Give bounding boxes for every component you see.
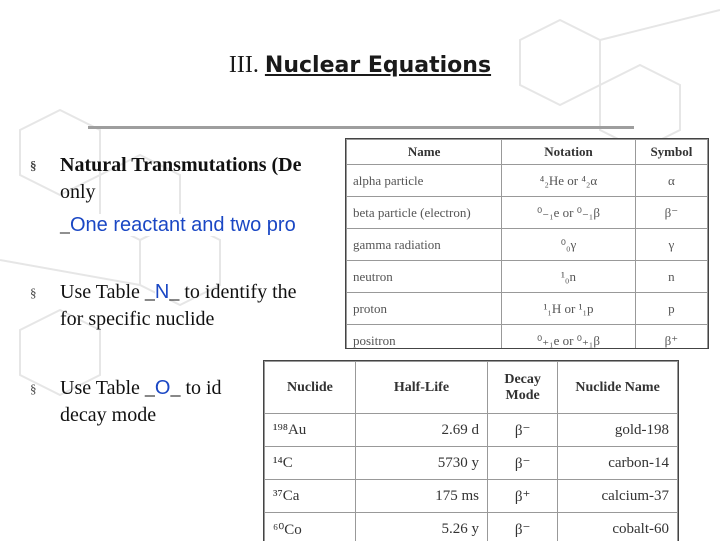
header-nuclide-name: Nuclide Name — [558, 362, 678, 414]
nuclide-half-life: 5730 y — [355, 447, 487, 480]
particle-symbol: n — [635, 261, 707, 293]
header-name: Name — [347, 140, 502, 165]
bullet-2-line-2-text: for specific nuclide — [60, 308, 214, 330]
particle-name: beta particle (electron) — [347, 197, 502, 229]
bullet-3-text-before: Use Table _ — [60, 377, 155, 399]
particle-symbol: β⁺ — [635, 325, 707, 350]
bullet-3-line-2 — [60, 402, 156, 429]
particle-notation: ⁰₊₁e or ⁰₊₁β — [502, 325, 636, 350]
particle-symbol: p — [635, 293, 707, 325]
particle-notation: ⁰₋₁e or ⁰₋₁β — [502, 197, 636, 229]
bullet-2-text-before: Use Table _ — [60, 281, 155, 303]
title-divider — [88, 126, 634, 129]
header-notation: Notation — [502, 140, 636, 165]
particle-notation: ⁴₂He or ⁴₂α — [502, 165, 636, 197]
bullet-table-o — [60, 375, 222, 402]
particle-name: gamma radiation — [347, 229, 502, 261]
nuclide-half-life: 5.26 y — [355, 513, 487, 541]
particle-notation: ¹₁H or ¹₁p — [502, 293, 636, 325]
bullet-2-line-2 — [60, 306, 214, 333]
bullet-2-text-after: _ to identify the — [169, 281, 296, 303]
table-row — [347, 229, 708, 261]
bullet-1-line-2 — [60, 179, 96, 206]
bullet-1-line-3 — [60, 212, 296, 239]
particle-symbol: γ — [635, 229, 707, 261]
nuclide-decay-mode: β⁻ — [488, 447, 558, 480]
nuclide-name: carbon-14 — [558, 447, 678, 480]
particle-name: alpha particle — [347, 165, 502, 197]
bullet-1-line-2-text: only — [60, 181, 96, 203]
bullet-1-blank: _ — [60, 214, 70, 236]
nuclide-name: cobalt-60 — [558, 513, 678, 541]
table-row — [265, 414, 678, 447]
particle-name: positron — [347, 325, 502, 350]
bullet-natural-transmutations — [60, 152, 301, 179]
bullet-2-answer: N — [155, 281, 169, 303]
table-o-particles — [345, 138, 709, 349]
header-half-life: Half-Life — [355, 362, 487, 414]
particle-symbol: α — [635, 165, 707, 197]
nuclide-half-life: 175 ms — [355, 480, 487, 513]
header-nuclide: Nuclide — [265, 362, 356, 414]
table-row — [265, 513, 678, 541]
particle-symbol: β⁻ — [635, 197, 707, 229]
table-row — [347, 325, 708, 350]
bullet-3-line-2-text: decay mode — [60, 404, 156, 426]
bullet-1-line-1: Natural Transmutations (De — [60, 154, 301, 176]
title-prefix: III. — [229, 52, 265, 78]
table-row — [265, 480, 678, 513]
nuclide-decay-mode: β⁺ — [488, 480, 558, 513]
nuclide-decay-mode: β⁻ — [488, 414, 558, 447]
nuclide-symbol: ¹⁹⁸Au — [265, 414, 356, 447]
title-main: Nuclear Equations — [265, 53, 491, 78]
bullet-table-n — [60, 279, 297, 306]
nuclide-name: calcium-37 — [558, 480, 678, 513]
nuclide-decay-mode: β⁻ — [488, 513, 558, 541]
table-row — [347, 293, 708, 325]
nuclide-symbol: ⁶⁰Co — [265, 513, 356, 541]
table-n-radioisotopes — [263, 360, 679, 541]
particle-name: neutron — [347, 261, 502, 293]
particle-notation: ¹₀n — [502, 261, 636, 293]
table-row — [265, 447, 678, 480]
particle-name: proton — [347, 293, 502, 325]
bullet-3-answer: O — [155, 377, 171, 399]
bullet-3-text-after: _ to id — [170, 377, 221, 399]
nuclide-symbol: ³⁷Ca — [265, 480, 356, 513]
header-decay-mode: Decay Mode — [488, 362, 558, 414]
table-row — [347, 261, 708, 293]
particle-notation: ⁰₀γ — [502, 229, 636, 261]
bullet-marker-icon: § — [30, 152, 37, 179]
table-row — [347, 165, 708, 197]
bullet-marker-icon: § — [30, 375, 37, 402]
bullet-marker-icon: § — [30, 279, 37, 306]
bullet-1-answer: One reactant and two pro — [70, 214, 296, 236]
header-symbol: Symbol — [635, 140, 707, 165]
slide-title — [0, 52, 720, 79]
table-row — [347, 197, 708, 229]
nuclide-name: gold-198 — [558, 414, 678, 447]
nuclide-half-life: 2.69 d — [355, 414, 487, 447]
nuclide-symbol: ¹⁴C — [265, 447, 356, 480]
